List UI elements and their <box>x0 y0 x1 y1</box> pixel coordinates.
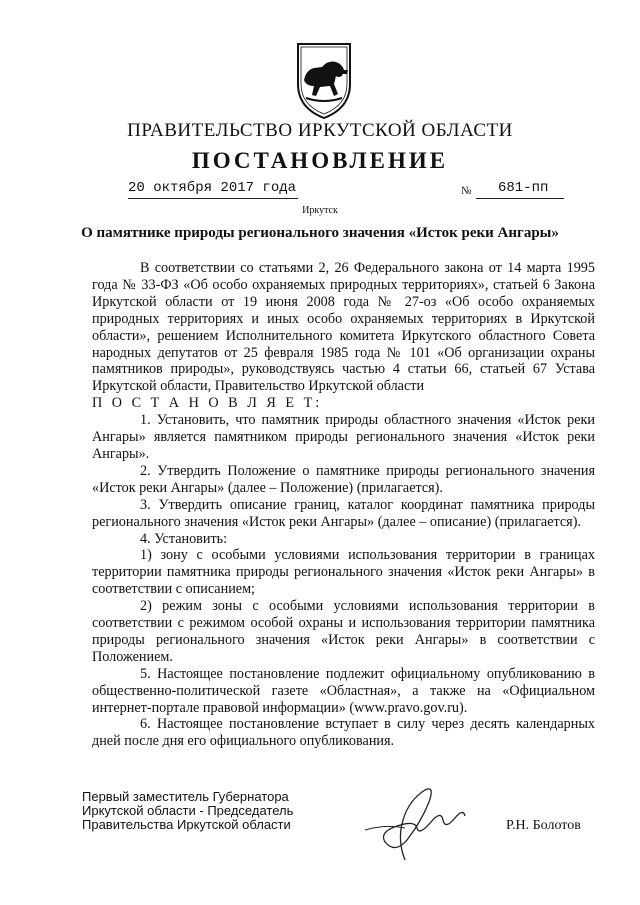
preamble-paragraph: В соответствии со статьями 2, 26 Федерального закона от 14 марта 1995 года № 33-ФЗ «Об особо охраняемых природных территориях», статьей 6 Закона Иркутской области от 19 июня 2008 года № 27-оз «Об особо охраняемых природных территориях и иных особо охраняемых территориях в Иркутской области», решением Исполнительного комитета Иркутского областного Совета народных депутатов от 25 февраля 1985 года № 101 «Об организации охраны памятников природы», руководствуясь частью 4 статьи 66, статьей 67 Устава Иркутской области, Правительство Иркутской области <box>92 260 595 395</box>
signatory-position-line: Правительства Иркутской области <box>82 817 291 832</box>
government-name: ПРАВИТЕЛЬСТВО ИРКУТСКОЙ ОБЛАСТИ <box>127 120 513 141</box>
item-paragraph: 2. Утвердить Положение о памятнике природы регионального значения «Исток реки Ангары» (далее – Положение) (прилагается). <box>92 462 595 496</box>
resolves-heading: П О С Т А Н О В Л Я Е Т: <box>92 395 323 412</box>
coat-of-arms-emblem <box>292 40 356 120</box>
document-title: О памятнике природы регионального значения «Исток реки Ангары» <box>81 225 559 241</box>
number-underline <box>476 198 564 199</box>
city-name: Иркутск <box>302 205 338 216</box>
item-paragraph: 3. Утвердить описание границ, каталог координат памятника природы регионального значения «Исток реки Ангары» (далее – описание) (прилагается). <box>92 496 595 530</box>
document-type-heading: ПОСТАНОВЛЕНИЕ <box>191 148 449 173</box>
item-paragraph: 4. Установить: <box>140 530 228 547</box>
number-label: № <box>461 185 472 197</box>
document-body <box>92 260 595 750</box>
item-paragraph: 1) зону с особыми условиями использования территории в границах территории памятника природы регионального значения «Исток реки Ангары» в соответствии с описанием; <box>92 547 595 598</box>
item-paragraph: 6. Настоящее постановление вступает в силу через десять календарных дней после дня его официального опубликования. <box>92 716 595 750</box>
item-paragraph: 5. Настоящее постановление подлежит официальному опубликованию в общественно-политической газете «Областная», а также на «Официальном интернет-портале правовой информации» (www.pravo.gov.ru). <box>92 665 595 716</box>
item-paragraph: 1. Установить, что памятник природы областного значения «Исток реки Ангары» является памятником природы регионального значения «Исток реки Ангары». <box>92 412 595 462</box>
signatory-position <box>82 790 293 832</box>
decree-number: 681-пп <box>498 180 549 196</box>
signatory-position-line: Первый заместитель Губернатора <box>82 789 289 804</box>
item-paragraph: 2) режим зоны с особыми условиями использования территории в соответствии с режимом особой охраны и использования территории памятника природы регионального значения «Исток реки Ангары» в соответствии с Положением. <box>92 598 595 665</box>
decree-date: 20 октября 2017 года <box>128 180 297 196</box>
signatory-name: Р.Н. Болотов <box>506 818 581 833</box>
signatory-position-line: Иркутской области - Председатель <box>82 803 294 818</box>
date-underline <box>128 198 298 199</box>
handwritten-signature <box>345 780 475 870</box>
